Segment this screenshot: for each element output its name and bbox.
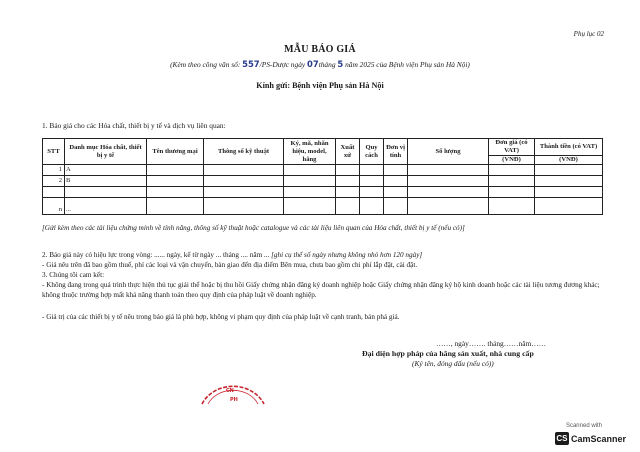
commitment-heading: 3. Chúng tôi cam kết: <box>42 271 105 279</box>
appendix-label: Phụ lục 02 <box>573 30 604 38</box>
stamp-seal <box>196 368 270 408</box>
signer-title: Đại diện hợp pháp của hãng sản xuất, nhà cung cấp <box>362 349 534 358</box>
quote-table <box>42 138 603 215</box>
row-item: ... <box>65 198 147 215</box>
header-stt: STT <box>43 139 65 165</box>
commitment-2: - Giá trị của các thiết bị y tế nêu trong báo giá là phù hợp, không vi phạm quy định của pháp luật về cạnh tranh, bán phá giá. <box>42 313 400 321</box>
date-line: ……, ngày……. tháng……năm…… <box>436 339 547 348</box>
row-item <box>65 187 147 198</box>
table-row <box>43 176 603 187</box>
intro-paragraph: 1. Báo giá cho các Hóa chất, thiết bị y tế và dịch vụ liên quan: <box>42 121 226 130</box>
subtitle-prefix: (Kèm theo công văn số: <box>170 60 241 69</box>
header-specs: Thông số kỹ thuật <box>204 139 284 165</box>
scanner-brand: CamScanner <box>570 433 626 444</box>
subtitle-mid: /PS-Dược ngày <box>259 60 306 69</box>
table-header-row <box>43 139 603 156</box>
document-number: 557 <box>242 59 260 69</box>
header-trade-name: Tên thương mại <box>147 139 204 165</box>
row-stt: n <box>43 198 65 215</box>
table-row <box>43 198 603 215</box>
header-packaging: Quy cách <box>360 139 384 165</box>
header-unit-price-currency: (VNĐ) <box>489 156 535 165</box>
validity-note: [ghi cụ thể số ngày nhưng không nhỏ hơn 120 ngày] <box>271 251 423 259</box>
scanner-watermark <box>555 432 626 445</box>
row-item: A <box>65 165 147 176</box>
stamp-text-mid: PH <box>230 397 238 403</box>
document-day: 07 <box>307 59 319 69</box>
subtitle-suffix: năm 2025 của Bệnh viện Phụ sản Hà Nội) <box>345 60 470 69</box>
commitment-1: - Không đang trong quá trình thực hiện thủ tục giải thể hoặc bị thu hồi Giấy chứng nhận đăng ký doanh nghiệp hoặc Giấy chứng nhận đăng ký hộ kinh doanh hoặc các tài liệu tương đương khác; không thuộc trường hợp mất khả năng thanh toán theo quy định của pháp luật về doanh nghiệp. <box>42 281 600 299</box>
validity-line <box>42 251 422 261</box>
table-row <box>43 187 603 198</box>
scanner-watermark-label: Scanned with <box>565 423 602 429</box>
attachment-note: [Gửi kèm theo các tài liệu chứng minh về tính năng, thông số kỹ thuật hoặc catalogue và các tài liệu liên quan của Hóa chất, thiết bị y tế (nếu có)] <box>42 224 465 232</box>
header-origin: Xuất xứ <box>336 139 360 165</box>
row-stt <box>43 187 65 198</box>
header-total: Thành tiền (có VAT) <box>535 139 603 156</box>
page-title: MẪU BÁO GIÁ <box>284 44 356 55</box>
subtitle-month-word: tháng <box>318 60 336 69</box>
row-stt: 1 <box>43 165 65 176</box>
subtitle <box>0 59 640 69</box>
header-quantity: Số lượng <box>408 139 489 165</box>
row-stt: 2 <box>43 176 65 187</box>
validity-text: 2. Báo giá này có hiệu lực trong vòng: ...... ngày, kể từ ngày ... tháng .... năm ... <box>42 251 272 259</box>
document-month: 5 <box>337 59 344 69</box>
stamp-text-top: CN <box>226 388 234 394</box>
sign-note: (Ký tên, đóng dấu (nếu có)) <box>412 359 494 368</box>
price-includes: - Giá nêu trên đã bao gồm thuế, phí các loại và vận chuyển, bàn giao đến địa điểm Bên mua, chưa bao gồm chi phí lắp đặt, cài đặt. <box>42 261 418 269</box>
header-unit: Đơn vị tính <box>384 139 408 165</box>
header-code: Ký, mã, nhãn hiệu, model, hãng <box>284 139 336 165</box>
header-item: Danh mục Hóa chất, thiết bị y tế <box>65 139 147 165</box>
greeting: Kính gửi: Bệnh viện Phụ sản Hà Nội <box>256 81 384 90</box>
camscanner-logo-icon: CS <box>556 434 568 443</box>
header-unit-price: Đơn giá (có VAT) <box>489 139 535 156</box>
header-total-currency: (VNĐ) <box>535 156 603 165</box>
row-item: B <box>65 176 147 187</box>
table-row <box>43 165 603 176</box>
